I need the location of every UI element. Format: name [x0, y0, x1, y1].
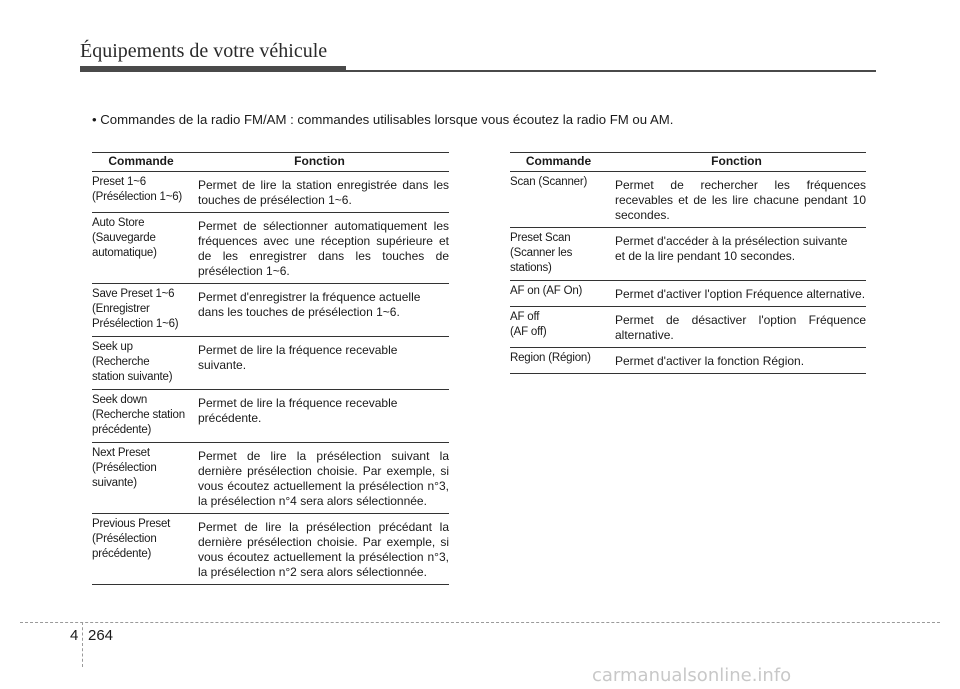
column-header-command: Commande: [510, 153, 607, 172]
table-header-row: [510, 153, 866, 172]
table-row: [510, 172, 866, 228]
column-header-command: Commande: [92, 153, 190, 172]
command-cell: Region (Région): [510, 348, 607, 374]
function-cell: Permet de sélectionner automatiquement les fréquences avec une réception supérieure et de les enregistrer dans les touches de présélection 1~6.: [190, 213, 449, 284]
function-cell: Permet de rechercher les fréquences recevables et de les lire chacune pendant 10 secondes.: [607, 172, 866, 228]
table-row: [92, 284, 449, 337]
fm-am-commands-table-left: [92, 152, 449, 585]
table-row: [92, 172, 449, 213]
function-cell: Permet d'activer la fonction Région.: [607, 348, 866, 374]
table-row: [510, 281, 866, 307]
command-cell: Preset Scan (Scanner les stations): [510, 228, 607, 281]
column-header-function: Fonction: [607, 153, 866, 172]
table-row: [92, 443, 449, 514]
page-section-title: Équipements de votre véhicule: [80, 40, 328, 62]
function-cell: Permet de lire la fréquence recevable précédente.: [190, 390, 449, 443]
function-cell: Permet d'activer l'option Fréquence alternative.: [607, 281, 866, 307]
function-cell: Permet de lire la présélection précédant la dernière présélection choisie. Par exemple, si vous écoutez actuellement la présélection n°3, la présélection n°2 sera alors sélectionnée.: [190, 514, 449, 585]
table-row: [92, 213, 449, 284]
header-rule-thin: [346, 70, 876, 72]
command-cell: Next Preset (Présélection suivante): [92, 443, 190, 514]
watermark: carmanualsonline.info: [592, 665, 792, 686]
function-cell: Permet de lire la station enregistrée dans les touches de présélection 1~6.: [190, 172, 449, 213]
intro-paragraph: • Commandes de la radio FM/AM : commandes utilisables lorsque vous écoutez la radio FM ou AM.: [92, 112, 674, 127]
command-cell: Previous Preset (Présélection précédente): [92, 514, 190, 585]
function-cell: Permet de lire la fréquence recevable suivante.: [190, 337, 449, 390]
table-row: [510, 348, 866, 374]
command-cell: Scan (Scanner): [510, 172, 607, 228]
table-header-row: [92, 153, 449, 172]
table-row: [510, 228, 866, 281]
fm-am-commands-table-right: [510, 152, 866, 374]
chapter-number: 4: [70, 627, 79, 644]
table-row: [92, 337, 449, 390]
page-number: 264: [88, 627, 114, 644]
footer-vertical-dashed-rule: [82, 622, 83, 667]
table-row: [92, 514, 449, 585]
function-cell: Permet d'accéder à la présélection suivante et de la lire pendant 10 secondes.: [607, 228, 866, 281]
function-cell: Permet d'enregistrer la fréquence actuelle dans les touches de présélection 1~6.: [190, 284, 449, 337]
command-cell: AF on (AF On): [510, 281, 607, 307]
function-cell: Permet de lire la présélection suivant la dernière présélection choisie. Par exemple, si vous écoutez actuellement la présélection n°3, la présélection n°4 sera alors sélectionnée.: [190, 443, 449, 514]
command-cell: Auto Store (Sauvegarde automatique): [92, 213, 190, 284]
table-row: [92, 390, 449, 443]
table-row: [510, 307, 866, 348]
column-header-function: Fonction: [190, 153, 449, 172]
command-cell: Seek down (Recherche station précédente): [92, 390, 190, 443]
command-cell: Seek up (Recherche station suivante): [92, 337, 190, 390]
function-cell: Permet de désactiver l'option Fréquence alternative.: [607, 307, 866, 348]
command-cell: Save Preset 1~6 (Enregistrer Présélection 1~6): [92, 284, 190, 337]
command-cell: AF off (AF off): [510, 307, 607, 348]
header-rule-thick: [80, 66, 346, 72]
command-cell: Preset 1~6 (Présélection 1~6): [92, 172, 190, 213]
footer-dashed-rule: [20, 622, 940, 623]
